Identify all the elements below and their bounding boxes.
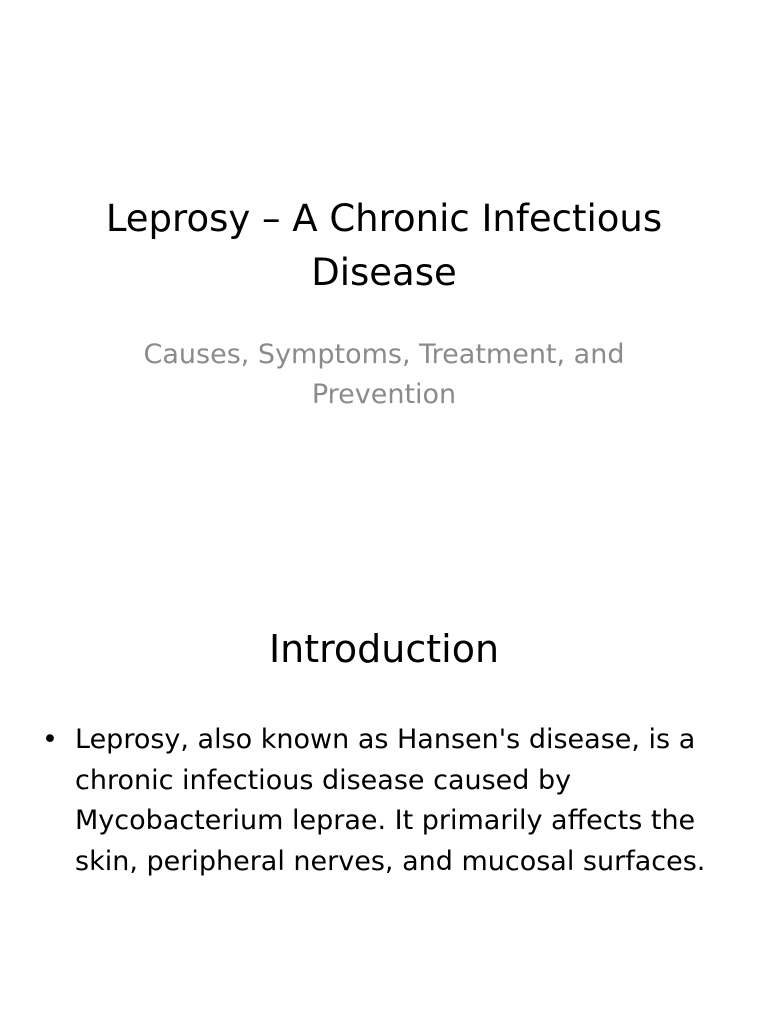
bullet-icon: • (42, 724, 58, 755)
slide-heading: Introduction (268, 627, 500, 671)
slide-subtitle: Causes, Symptoms, Treatment, and Prevention (143, 339, 625, 410)
bullet-text: Leprosy, also known as Hansen's disease, is a chronic infectious disease caused by Mycobacterium leprae. It primarily affects the skin, peripheral nerves, and mucosal surfaces. (75, 724, 706, 877)
bullet-item (40, 720, 730, 882)
slide-title: Leprosy – A Chronic Infectious Disease (105, 197, 663, 294)
introduction-slide (0, 512, 768, 1024)
bullet-list (40, 720, 730, 882)
